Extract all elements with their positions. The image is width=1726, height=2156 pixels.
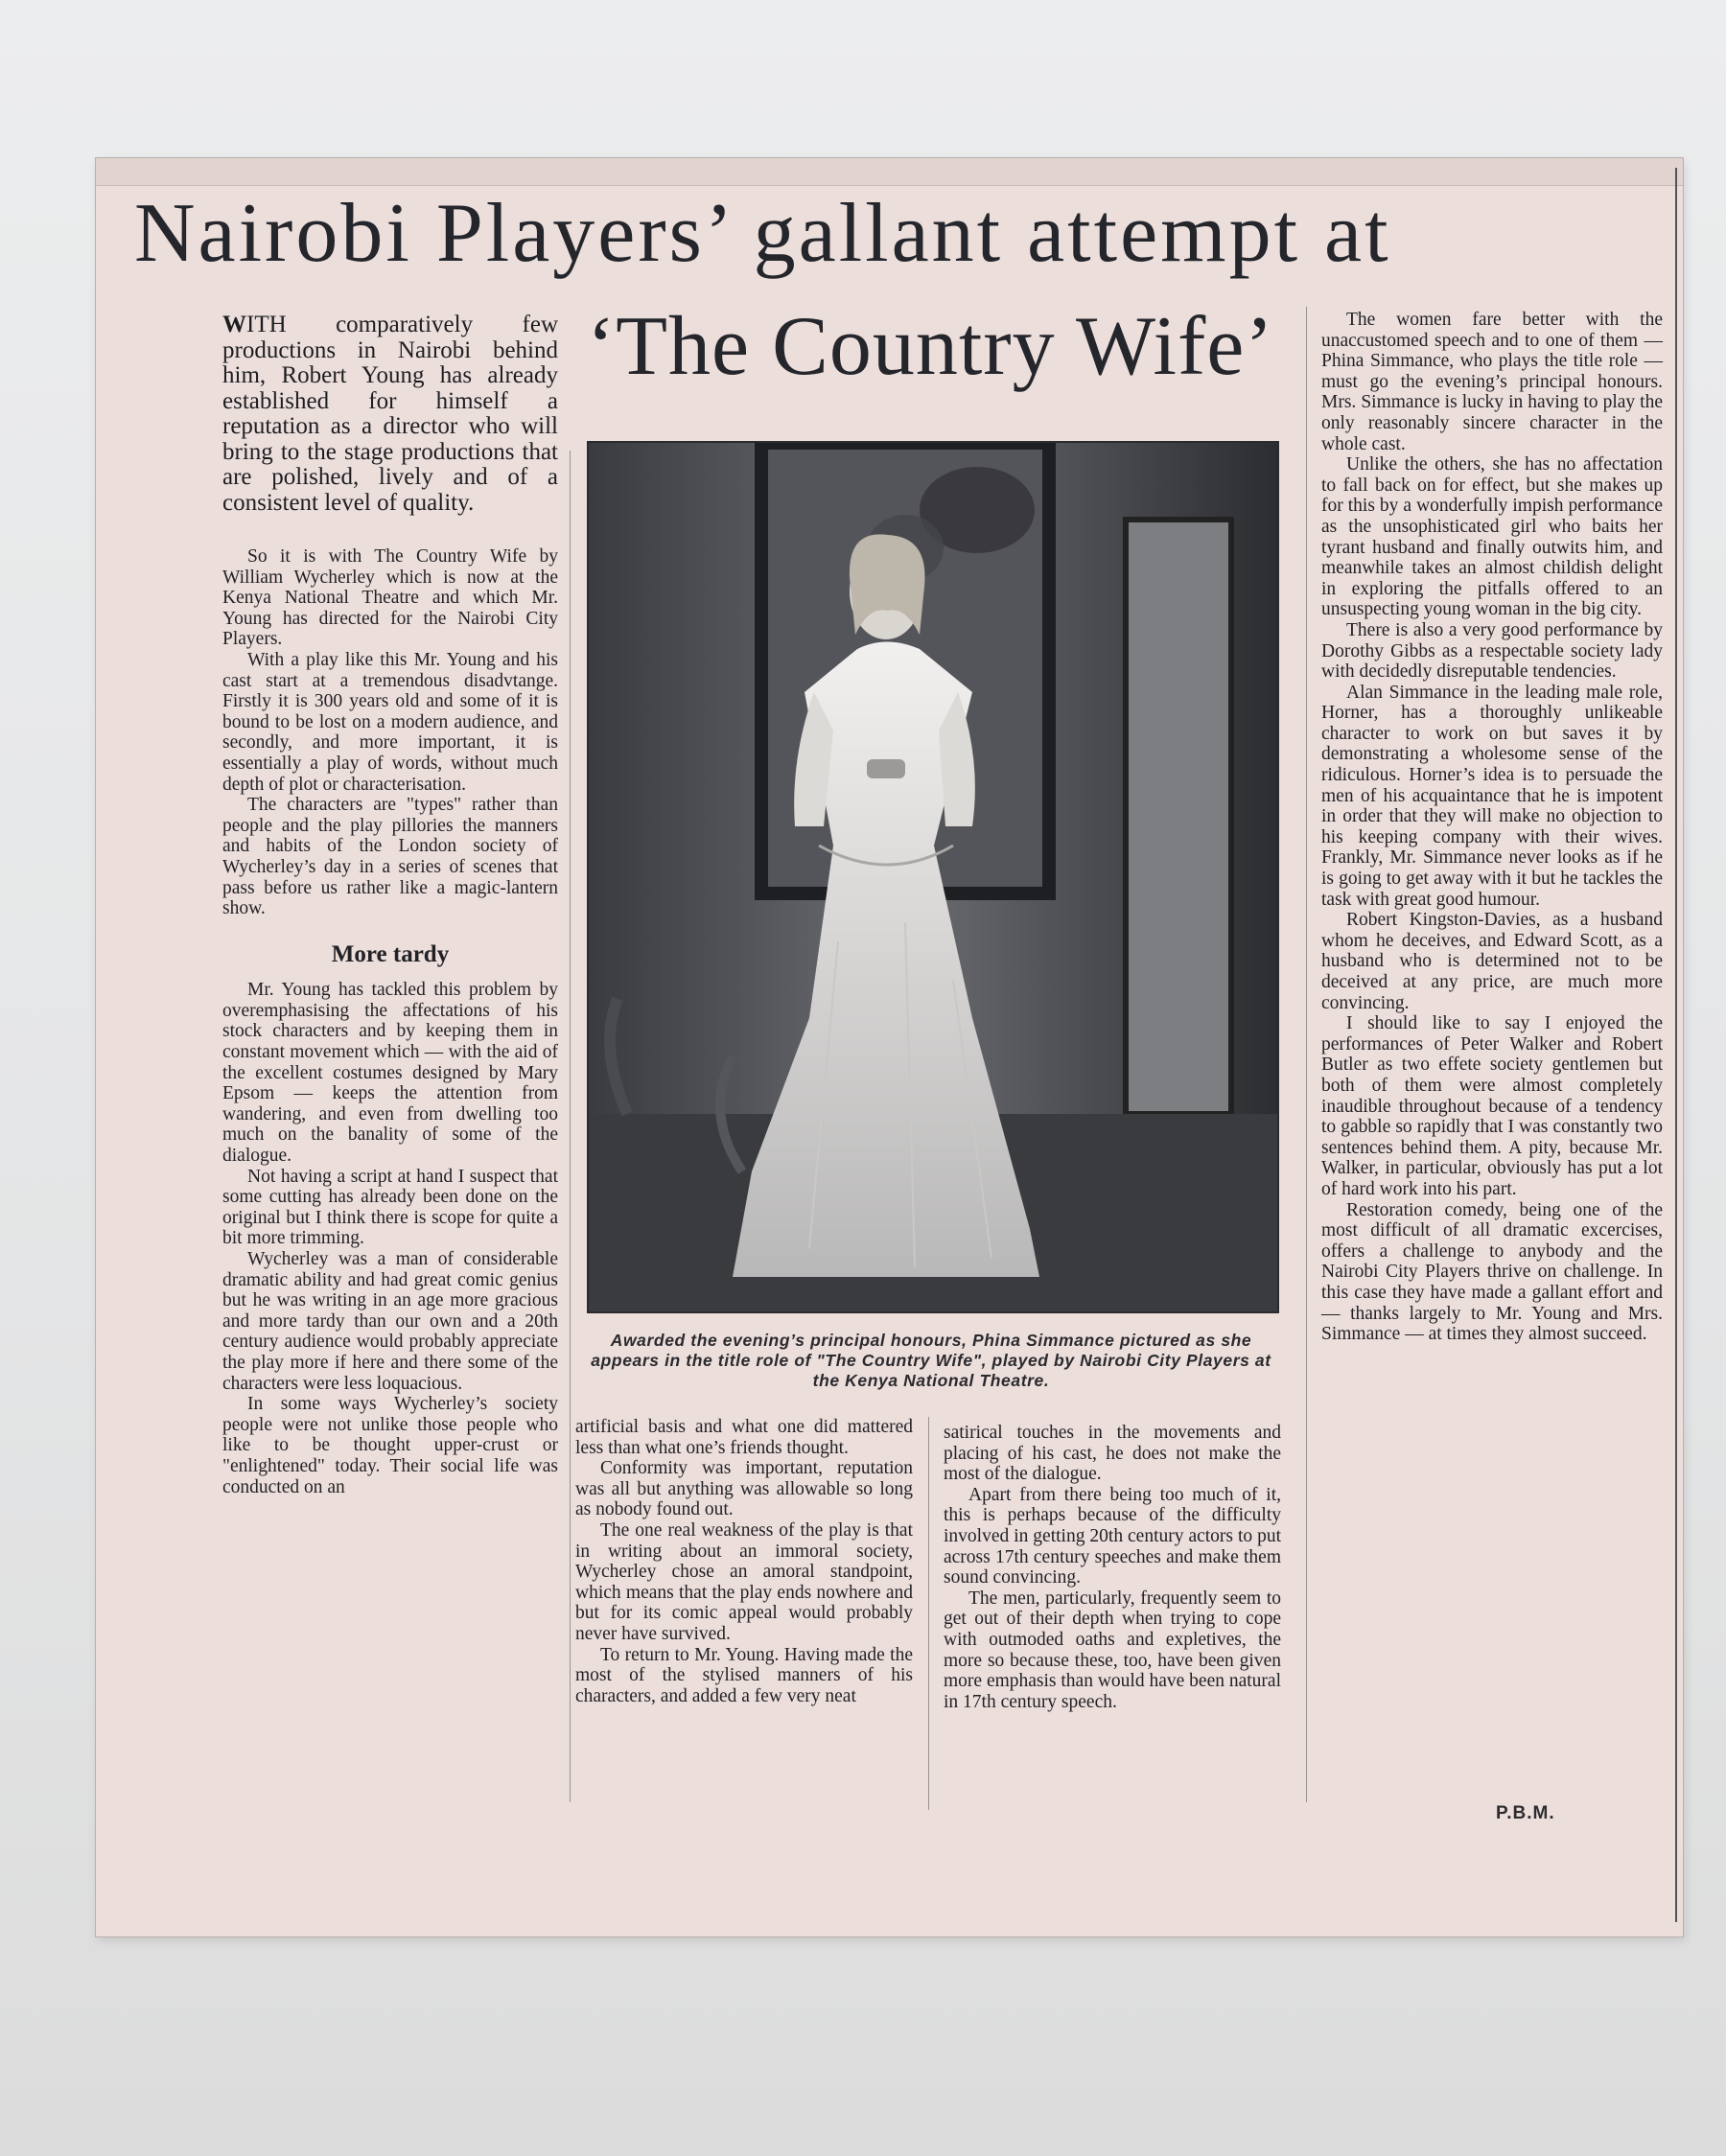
article-paragraph: So it is with The Country Wife by William Wycherley which is now at the Kenya National Theatre and which Mr. Young has directed for the Nairobi City Players. — [222, 546, 558, 650]
subheading: More tardy — [331, 940, 450, 967]
article-paragraph: artificial basis and what one did mattered less than what one’s friends thought. — [575, 1417, 913, 1458]
article-paragraph: Alan Simmance in the leading male role, Horner, has a thoroughly unlikeable character to work on but saves it by demonstrating a wholesome sense of the ridiculous. Horner’s idea is to persuade the men of his acquaintance that he is impotent in order that they will make no objection to his keeping company with their wives. Frankly, Mr. Simmance never looks as if he is going to get away with it but he tackles the task with great good humour. — [1321, 682, 1663, 910]
article-paragraph: To return to Mr. Young. Having made the most of the stylised manners of his characters, and added a few very neat — [575, 1644, 913, 1706]
column-2 — [575, 1417, 913, 1706]
headline-line-2: ‘The Country Wife’ — [587, 300, 1274, 393]
article-paragraph: With a play like this Mr. Young and his cast start at a tremendous disadvtange. Firstly it is 300 years old and some of it is bound to be lost on a modern audience, and secondly, and more important, it is essentially a play of words, without much depth of plot or characterisation. — [222, 649, 558, 795]
photo-illustration — [589, 443, 1277, 1311]
author-signature: P.B.M. — [1496, 1803, 1555, 1823]
article-paragraph: The men, particularly, frequently seem to get out of their depth when trying to cope with outmoded oaths and expletives, the more so because these, too, have been given more emphasis than would have been natural in 17th century speech. — [944, 1588, 1281, 1712]
column-1 — [222, 546, 558, 1497]
photograph — [587, 441, 1279, 1313]
column-rule — [928, 1417, 929, 1810]
headline-line-1: Nairobi Players’ gallant attempt at — [134, 187, 1391, 280]
article-paragraph: Restoration comedy, being one of the most difficult of all dramatic excercises, offers a challenge to anybody and the Nairobi City Players thrive on challenge. In this case they have made a gallant effort and — thanks largely to Mr. Young and Mrs. Simmance — at times they almost succeed. — [1321, 1199, 1663, 1345]
article-paragraph: The one real weakness of the play is that in writing about an immoral society, Wycherley chose an amoral standpoint, which means that the play ends nowhere and but for its comic appeal would probably never have survived. — [575, 1519, 913, 1644]
article-paragraph: Wycherley was a man of considerable dramatic ability and had great comic genius but he was writing in an age more gracious and more tardy than our own and a 20th century audience would probably appreciate the play more if here and there some of the characters were less loquacious. — [222, 1249, 558, 1394]
article-paragraph: Robert Kingston-Davies, as a husband whom he deceives, and Edward Scott, as a husband who is determined not to be deceived at any price, are much more convincing. — [1321, 910, 1663, 1013]
column-4 — [1321, 310, 1663, 1345]
article-paragraph: Apart from there being too much of it, this is perhaps because of the difficulty involved in getting 20th century actors to put across 17th century speeches and make them sound convincing. — [944, 1484, 1281, 1588]
photo-caption: Awarded the evening’s principal honours, Phina Simmance pictured as she appears in the title role of "The Country Wife", played by Nairobi City Players at the Kenya National Theatre. — [591, 1331, 1271, 1390]
lede-text: ITH comparatively few productions in Nairobi behind him, Robert Young has already established for himself a reputation as a director who will bring to the stage productions that are polished, lively and of a consistent level of quality. — [222, 312, 558, 516]
article-paragraph: The women fare better with the unaccustomed speech and to one of them — Phina Simmance, who plays the title role — must go the evening’s principal honours. Mrs. Simmance is lucky in having to play the only reasonably sincere character in the whole cast. — [1321, 310, 1663, 454]
column-rule — [570, 451, 571, 1802]
column-3 — [944, 1423, 1281, 1712]
clipping-top-strip — [96, 158, 1683, 186]
article-paragraph: Mr. Young has tackled this problem by overemphasising the affectations of his stock characters and by keeping them in constant movement which — with the aid of the excellent costumes designed by Mary Epsom — keeps the attention from wandering, and even from dwelling too much on the banality of some of the dialogue. — [222, 980, 558, 1167]
right-border-rule — [1675, 168, 1677, 1922]
article-paragraph: Conformity was important, reputation was all but anything was allowable so long as nobody found out. — [575, 1458, 913, 1520]
article-paragraph: There is also a very good performance by Dorothy Gibbs as a respectable society lady with decidedly disreputable tendencies. — [1321, 619, 1663, 683]
article-paragraph: The characters are "types" rather than people and the play pillories the manners and habits of the London society of Wycherley’s day in a series of scenes that pass before us rather like a magic-lantern show. — [222, 795, 558, 919]
article-paragraph: In some ways Wycherley’s society people were not unlike those people who like to be thought upper-crust or "enlightened" today. Their social life was conducted on an — [222, 1394, 558, 1497]
article-paragraph: I should like to say I enjoyed the performances of Peter Walker and Robert Butler as two effete society gentlemen but both of them were almost completely inaudible throughout because of a tendency to gabble so rapidly that I was constantly two sentences behind them. A pity, because Mr. Walker, in particular, obviously has put a lot of hard work into his part. — [1321, 1013, 1663, 1199]
article-paragraph: satirical touches in the movements and placing of his cast, he does not make the most of the dialogue. — [944, 1423, 1281, 1485]
article-paragraph: Not having a script at hand I suspect that some cutting has already been done on the original but I think there is scope for quite a bit more trimming. — [222, 1166, 558, 1249]
article-paragraph: Unlike the others, she has no affectation to fall back on for effect, but she makes up for this by a wonderfully impish performance as the unsophisticated girl who baits her tyrant husband and finally outwits him, and meanwhile takes an almost childish delight in exploring the pitfalls offered to an unsuspecting young woman in the big city. — [1321, 454, 1663, 620]
lede-paragraph — [222, 313, 558, 516]
column-rule — [1306, 307, 1307, 1802]
drop-cap: W — [222, 312, 246, 337]
